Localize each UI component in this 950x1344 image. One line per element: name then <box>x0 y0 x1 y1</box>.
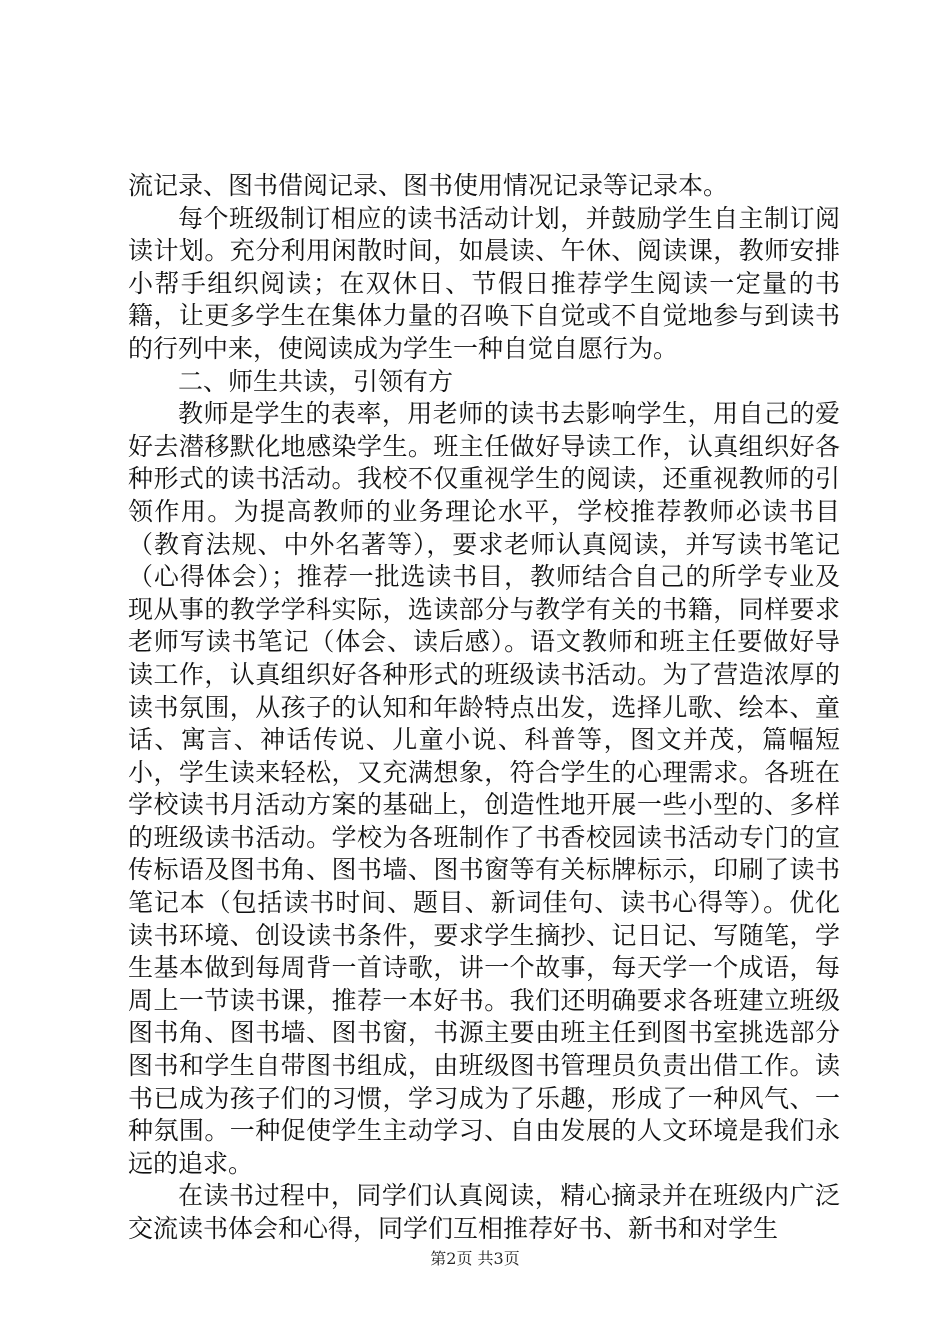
paragraph-continuation: 流记录、图书借阅记录、图书使用情况记录等记录本。 <box>128 171 729 200</box>
paragraph-teacher-lead: 教师是学生的表率，用老师的读书去影响学生，用自己的爱好去潜移默化地感染学生。班主任做好导读工作，认真组织好各种形式的读书活动。我校不仅重视学生的阅读，还重视教师的引领作用。为提高教师的业务理论水平，学校推荐教师必读书目（教育法规、中外名著等），要求老师认真阅读，并写读书笔记（心得体会）；推荐一批选读书目，教师结合自己的所学专业及现从事的教学学科实际，选读部分与教学有关的书籍，同样要求老师写读书笔记（体会、读后感）。语文教师和班主任要做好导读工作，认真组织好各种形式的班级读书活动。为了营造浓厚的读书氛围，从孩子的认知和年龄特点出发，选择儿歌、绘本、童话、寓言、神话传说、儿童小说、科普等，图文并茂，篇幅短小，学生读来轻松，又充满想象，符合学生的心理需求。各班在学校读书月活动方案的基础上，创造性地开展一些小型的、多样的班级读书活动。学校为各班制作了书香校园读书活动专门的宣传标语及图书角、图书墙、图书窗等有关标牌标示，印刷了读书笔记本（包括读书时间、题目、新词佳句、读书心得等）。优化读书环境、创设读书条件，要求学生摘抄、记日记、写随笔，学生基本做到每周背一首诗歌，讲一个故事，每天学一个成语，每周上一节读书课，推荐一本好书。我们还明确要求各班建立班级图书角、图书墙、图书窗，书源主要由班主任到图书室挑选部分图书和学生自带图书组成，由班级图书管理员负责出借工作。读书已成为孩子们的习惯，学习成为了乐趣，形成了一种风气、一种氛围。一种促使学生主动学习、自由发展的人文环境是我们永远的追求。 <box>128 399 840 1178</box>
document-body <box>128 170 840 1246</box>
section-heading: 二、师生共读，引领有方 <box>178 366 454 396</box>
paragraph-class-reading-plan: 每个班级制订相应的读书活动计划，并鼓励学生自主制订阅读计划。充分利用闲散时间，如晨读、午休、阅读课，教师安排小帮手组织阅读；在双休日、节假日推荐学生阅读一定量的书籍，让更多学生在集体力量的召唤下自觉或不自觉地参与到读书的行列中来，使阅读成为学生一种自觉自愿行为。 <box>128 203 840 363</box>
paragraph-reading-process: 在读书过程中，同学们认真阅读，精心摘录并在班级内广泛交流读书体会和心得，同学们互相推荐好书、新书和对学生 <box>128 1181 840 1243</box>
page-footer: 第2页 共3页 <box>430 1249 520 1268</box>
